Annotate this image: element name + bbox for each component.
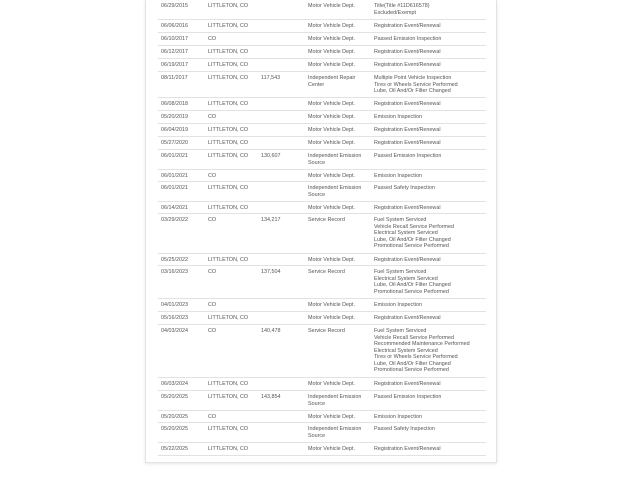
- record-source: Motor Vehicle Dept.: [308, 173, 356, 179]
- record-source: Motor Vehicle Dept.: [308, 140, 356, 146]
- record-location: LITTLETON, CO: [208, 446, 249, 452]
- record-details: Registration Event/Renewal: [374, 23, 441, 29]
- record-location: CO: [208, 36, 217, 42]
- record-location: LITTLETON, CO: [208, 153, 249, 159]
- record-date: 06/12/2017: [161, 49, 188, 55]
- record-date: 06/29/2015: [161, 3, 188, 9]
- record-date: 06/03/2024: [161, 381, 188, 387]
- record-details: Passed Emission Inspection: [374, 153, 442, 159]
- table-row: [158, 182, 486, 202]
- record-details: Registration Event/Renewal: [374, 257, 441, 263]
- record-details: Multiple Point Vehicle Inspection Tires or Wheels Service Performed Lube, Oil And/Or Filter Changed: [374, 75, 458, 94]
- record-date: 03/16/2023: [161, 269, 188, 275]
- record-odometer: 137,504: [261, 269, 281, 275]
- record-date: 06/06/2016: [161, 23, 188, 29]
- record-location: CO: [208, 217, 217, 223]
- record-location: LITTLETON, CO: [208, 185, 249, 191]
- record-details: Passed Safety Inspection: [374, 426, 435, 432]
- history-card: [145, 0, 497, 463]
- record-location: LITTLETON, CO: [208, 257, 249, 263]
- record-source: Independent Emission Source: [308, 426, 362, 439]
- record-details: Emission Inspection: [374, 302, 422, 308]
- record-details: Fuel System Serviced Vehicle Recall Service Performed Recommended Maintenance Performed Electrical System Serviced Tires or Wheels Service Performed Lube, Oil And/Or Filter Changed Promotional Service Performed: [374, 328, 470, 373]
- record-details: Title(Title #11D616578) Excluded/Exempt: [374, 3, 430, 16]
- table-row: [158, 325, 486, 378]
- record-location: LITTLETON, CO: [208, 140, 249, 146]
- record-source: Motor Vehicle Dept.: [308, 23, 356, 29]
- record-source: Motor Vehicle Dept.: [308, 114, 356, 120]
- record-source: Motor Vehicle Dept.: [308, 381, 356, 387]
- record-date: 06/10/2017: [161, 36, 188, 42]
- record-details: Registration Event/Renewal: [374, 446, 441, 452]
- table-row: [158, 137, 486, 150]
- record-odometer: 143,854: [261, 394, 281, 400]
- record-location: LITTLETON, CO: [208, 75, 249, 81]
- record-location: CO: [208, 328, 217, 334]
- record-date: 06/01/2021: [161, 185, 188, 191]
- table-row: [158, 170, 486, 182]
- record-odometer: 117,543: [261, 75, 281, 81]
- record-source: Motor Vehicle Dept.: [308, 3, 356, 9]
- record-date: 05/27/2020: [161, 140, 188, 146]
- record-details: Registration Event/Renewal: [374, 381, 441, 387]
- table-row: [158, 59, 486, 72]
- record-location: LITTLETON, CO: [208, 23, 249, 29]
- table-row: [158, 150, 486, 170]
- record-source: Independent Emission Source: [308, 185, 362, 198]
- table-row: [158, 391, 486, 411]
- record-details: Emission Inspection: [374, 414, 422, 420]
- history-table: [158, 0, 486, 456]
- record-date: 06/04/2019: [161, 127, 188, 133]
- record-location: LITTLETON, CO: [208, 394, 249, 400]
- record-location: LITTLETON, CO: [208, 127, 249, 133]
- record-details: Registration Event/Renewal: [374, 315, 441, 321]
- record-location: LITTLETON, CO: [208, 62, 249, 68]
- record-details: Emission Inspection: [374, 114, 422, 120]
- record-date: 05/20/2025: [161, 394, 188, 400]
- table-row: [158, 254, 486, 266]
- table-row: [158, 378, 486, 391]
- record-details: Fuel System Serviced Vehicle Recall Service Performed Electrical System Serviced Lube, Oil And/Or Filter Changed Promotional Service Performed: [374, 217, 454, 249]
- table-row: [158, 72, 486, 98]
- record-date: 08/11/2017: [161, 75, 188, 81]
- record-source: Motor Vehicle Dept.: [308, 315, 356, 321]
- record-location: LITTLETON, CO: [208, 381, 249, 387]
- record-details: Passed Safety Inspection: [374, 185, 435, 191]
- record-date: 06/01/2021: [161, 153, 188, 159]
- record-source: Motor Vehicle Dept.: [308, 36, 356, 42]
- record-odometer: 130,607: [261, 153, 281, 159]
- table-row: [158, 33, 486, 46]
- record-location: LITTLETON, CO: [208, 426, 249, 432]
- record-details: Registration Event/Renewal: [374, 101, 441, 107]
- record-odometer: 140,478: [261, 328, 281, 334]
- record-source: Motor Vehicle Dept.: [308, 302, 356, 308]
- table-row: [158, 423, 486, 443]
- record-location: LITTLETON, CO: [208, 205, 249, 211]
- record-source: Motor Vehicle Dept.: [308, 62, 356, 68]
- record-details: Registration Event/Renewal: [374, 127, 441, 133]
- record-source: Independent Repair Center: [308, 75, 356, 88]
- record-source: Motor Vehicle Dept.: [308, 446, 356, 452]
- record-date: 03/29/2022: [161, 217, 188, 223]
- record-date: 06/19/2017: [161, 62, 188, 68]
- record-source: Motor Vehicle Dept.: [308, 205, 356, 211]
- table-row: [158, 214, 486, 254]
- table-row: [158, 202, 486, 214]
- record-odometer: 134,217: [261, 217, 281, 223]
- record-details: Registration Event/Renewal: [374, 205, 441, 211]
- record-source: Service Record: [308, 217, 345, 223]
- record-date: 06/01/2021: [161, 173, 188, 179]
- record-source: Motor Vehicle Dept.: [308, 257, 356, 263]
- table-row: [158, 124, 486, 137]
- record-source: Independent Emission Source: [308, 153, 362, 166]
- record-location: LITTLETON, CO: [208, 3, 249, 9]
- record-details: Passed Emission Inspection: [374, 394, 442, 400]
- record-source: Service Record: [308, 328, 345, 334]
- record-date: 05/16/2023: [161, 315, 188, 321]
- record-location: LITTLETON, CO: [208, 49, 249, 55]
- table-row: [158, 411, 486, 423]
- table-row: [158, 111, 486, 124]
- record-location: LITTLETON, CO: [208, 101, 249, 107]
- table-row: [158, 299, 486, 312]
- record-details: Registration Event/Renewal: [374, 140, 441, 146]
- record-source: Motor Vehicle Dept.: [308, 127, 356, 133]
- record-source: Motor Vehicle Dept.: [308, 414, 356, 420]
- table-row: [158, 20, 486, 33]
- record-location: CO: [208, 173, 217, 179]
- record-date: 05/20/2025: [161, 414, 188, 420]
- record-source: Independent Emission Source: [308, 394, 362, 407]
- table-row: [158, 312, 486, 325]
- record-date: 05/22/2025: [161, 446, 188, 452]
- table-row: [158, 0, 486, 20]
- record-location: CO: [208, 414, 217, 420]
- record-date: 04/03/2024: [161, 328, 188, 334]
- record-date: 05/20/2019: [161, 114, 188, 120]
- record-source: Motor Vehicle Dept.: [308, 101, 356, 107]
- record-date: 04/01/2023: [161, 302, 188, 308]
- record-date: 06/14/2021: [161, 205, 188, 211]
- record-details: Emission Inspection: [374, 173, 422, 179]
- record-location: LITTLETON, CO: [208, 315, 249, 321]
- record-details: Passed Emission Inspection: [374, 36, 442, 42]
- record-location: CO: [208, 114, 217, 120]
- record-details: Registration Event/Renewal: [374, 49, 441, 55]
- record-details: Registration Event/Renewal: [374, 62, 441, 68]
- record-details: Fuel System Serviced Electrical System Serviced Lube, Oil And/Or Filter Changed Promotional Service Performed: [374, 269, 451, 295]
- table-row: [158, 266, 486, 299]
- record-source: Service Record: [308, 269, 345, 275]
- record-date: 05/25/2022: [161, 257, 188, 263]
- table-row: [158, 98, 486, 111]
- record-location: CO: [208, 269, 217, 275]
- record-date: 06/08/2018: [161, 101, 188, 107]
- record-location: CO: [208, 302, 217, 308]
- table-row: [158, 443, 486, 456]
- table-row: [158, 46, 486, 59]
- record-date: 05/20/2025: [161, 426, 188, 432]
- record-source: Motor Vehicle Dept.: [308, 49, 356, 55]
